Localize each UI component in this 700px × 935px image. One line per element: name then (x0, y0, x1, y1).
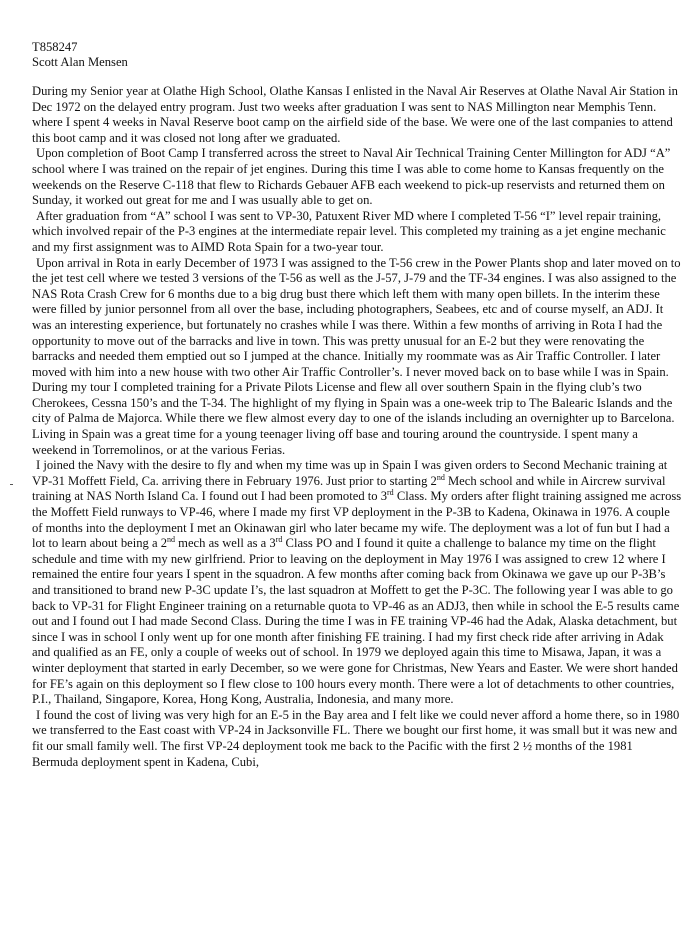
paragraph-a-school-millington: Upon completion of Boot Camp I transferred across the street to Naval Air Technical Training Center Millington for ADJ “A” school where I was trained on the repair of jet engines. During this time I was able to come home to Kansas frequently on the weekends on the Reserve C-118 that flew to Richards Gebauer AFB each weekend to pick-up reservists and returned them on Sunday, it worked out great for me and I was usually able to get on. (32, 146, 671, 208)
scan-speck (10, 484, 13, 485)
document-id: T858247 (32, 40, 78, 54)
paragraph-rota-spain: Upon arrival in Rota in early December of 1973 I was assigned to the T-56 crew in the Power Plants shop and later moved on to the jet test cell where we tested 3 versions of the T-56 as well as the J-57, J-79 and the TF-34 engines. I was also assigned to the NAS Rota Crash Crew for 6 months due to a big drug bust there which left them with many open billets. In the interim these were filled by junior personnel from all over the base, including photographers, Seabees, etc and of course myself, an ADJ. It was an interesting experience, but fortunately no crashes while I was there. Within a few months of arriving in Rota I had the opportunity to move out of the barracks and live in town. This was pretty unusual for an E-2 but they were renovating the barracks and needed them emptied out so I jumped at the chance. Initially my roommate was as Air Traffic Controller. I later moved with him into a new house with two other Air Traffic Controller’s. I never moved back on to base while I was in Spain. During my tour I completed training for a Private Pilots License and flew all over southern Spain in the flying club’s two Cherokees, Cessna 150’s and the T-34. The highlight of my flying in Spain was a one-week trip to The Balearic Islands and the city of Palma de Majorca. While there we flew almost every day to one of the islands including an overnighter up to Barcelona. Living in Spain was a great time for a young teenager living off base and touring around the countryside. I spent many a weekend in Torremolinos, or at the various Ferias. (32, 255, 681, 457)
document-header (32, 40, 682, 70)
ordinal-suffix: nd (436, 472, 445, 482)
author-name: Scott Alan Mensen (32, 55, 128, 69)
document-page (32, 40, 682, 770)
ordinal-suffix: rd (387, 488, 394, 498)
document-body (32, 84, 682, 770)
ordinal-suffix: rd (275, 535, 283, 545)
ordinal-suffix: nd (167, 535, 175, 545)
paragraph-vp30-patuxent: After graduation from “A” school I was sent to VP-30, Patuxent River MD where I completed T-56 “I” level repair training, which involved repair of the P-3 engines at the intermediate repair level. This completed my training as a jet engine mechanic and my first assignment was to AIMD Rota Spain for a two-year tour. (32, 208, 666, 254)
paragraph-olathe-enlistment: During my Senior year at Olathe High School, Olathe Kansas I enlisted in the Naval Air Reserves at Olathe Naval Air Station in Dec 1972 on the delayed entry program. Just two weeks after graduation I was sent to NAS Millington near Memphis Tenn. where I spent 4 weeks in Naval Reserve boot camp on the airfield side of the base. We were one of the last companies to attend this boot camp and it was closed not long after we graduated. (32, 84, 678, 145)
paragraph-vp46-moffett: I joined the Navy with the desire to fly and when my time was up in Spain I was given orders to Second Mechanic training at VP-31 Moffett Field, Ca. arriving there in February 1976. Just prior to starting 2nd Mech school and while in Aircrew survival training at NAS North Island Ca. I found out I had been promoted to 3rd Class. My orders after flight training assigned me across the Moffett Field runways to VP-46, where I made my first VP deployment in the P-3B to Kadena, Okinawa in 1976. A couple of months into the deployment I met an Okinawan girl who later became my wife. The deployment was a lot of fun but I had a lot to learn about being a 2nd mech as well as a 3rd Class PO and I found it quite a challenge to balance my time on the flight schedule and time with my new girlfriend. Prior to leaving on the deployment in May 1976 I was assigned to crew 12 where I remained the entire four years I spent in the squadron. A few months after coming back from Okinawa we gave up our P-3B’s and transitioned to brand new P-3C update I’s, the last squadron at Moffett to get the P-3C. The following year I was able to go back to VP-31 for Flight Engineer training on a returnable quota to VP-46 as an ADJ3, then while in school the E-5 results came out and I found out I had made Second Class. During the time I was in FE training VP-46 had the Adak, Alaska detachment, but since I was in school I only went up for one month after finishing FE training. I had my first check ride after arriving in Adak and qualified as an FE, only a couple of weeks out of school. In 1979 we deployed again this time to Misawa, Japan, it was a winter deployment that started in early December, so we were gone for Christmas, New Years and Easter. We were short handed for FE’s again on this deployment so I flew close to 100 hours every month. There were a lot of detachments to other countries, P.I., Thailand, Singapore, Korea, Hong Kong, Australia, Indonesia, and many more. (32, 458, 682, 707)
paragraph-vp24-jacksonville: I found the cost of living was very high for an E-5 in the Bay area and I felt like we could never afford a home there, so in 1980 we transferred to the East coast with VP-24 in Jacksonville FL. There we bought our first home, it was small but it was new and fit our small family well. The first VP-24 deployment took me back to the Pacific with the first 2 ½ months of the 1981 Bermuda deployment spent in Kadena, Cubi, (32, 707, 680, 769)
